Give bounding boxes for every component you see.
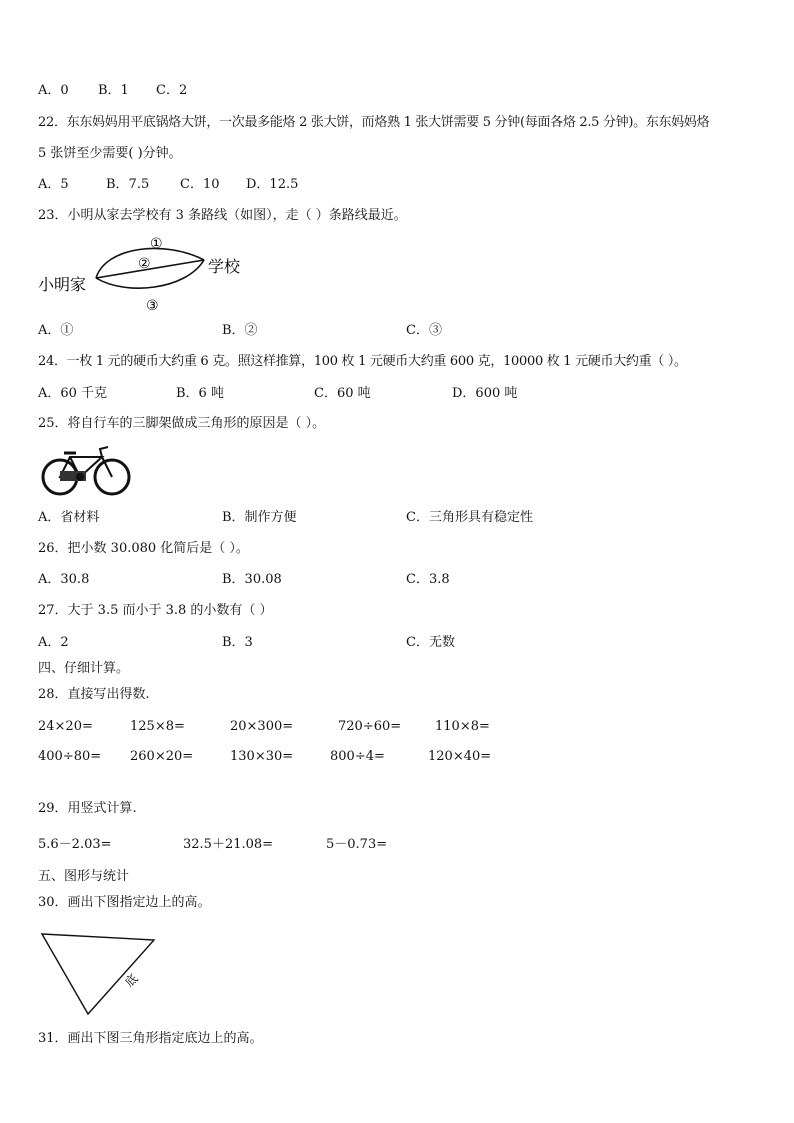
q21-option-b[interactable]: B．1 <box>98 83 129 98</box>
q22-option-b[interactable]: B．7.5 <box>106 177 150 192</box>
q27-option-a[interactable]: A．2 <box>38 635 69 650</box>
q22-question-line1: 22．东东妈妈用平底锅烙大饼，一次最多能烙 2 张大饼，而烙熟 1 张大饼需要 5 分钟(每面各烙 2.5 分钟)。东东妈妈烙 <box>38 115 710 130</box>
q27-question: 27．大于 3.5 而小于 3.8 的小数有（ ） <box>38 603 273 618</box>
q28-item: 130×30= <box>230 749 294 764</box>
q28-item: 720÷60= <box>338 719 402 734</box>
q28-item: 125×8= <box>130 719 185 734</box>
q21-option-c[interactable]: C．2 <box>156 83 188 98</box>
q24-question: 24．一枚 1 元的硬币大约重 6 克。照这样推算，100 枚 1 元硬币大约重 600 克，10000 枚 1 元硬币大约重（ ）。 <box>38 354 687 369</box>
q28-item: 260×20= <box>130 749 194 764</box>
q30-triangle-figure <box>38 928 162 1018</box>
base-label: 底 <box>122 971 141 990</box>
q28-question: 28．直接写出得数. <box>38 687 150 702</box>
q23-option-a[interactable]: A．① <box>38 323 74 338</box>
home-label: 小明家 <box>38 275 87 294</box>
bicycle-figure <box>40 443 132 499</box>
route-1-label: ① <box>150 236 163 252</box>
q24-option-a[interactable]: A．60 千克 <box>38 386 108 401</box>
route-2-label: ② <box>138 256 151 272</box>
q27-option-c[interactable]: C．无数 <box>406 635 455 650</box>
q29-item: 5－0.73= <box>326 837 388 852</box>
q21-option-a[interactable]: A．0 <box>38 83 69 98</box>
section-4-title: 四、仔细计算。 <box>38 661 130 676</box>
q22-option-d[interactable]: D．12.5 <box>246 177 299 192</box>
q25-option-a[interactable]: A．省材料 <box>38 510 100 525</box>
q28-item: 24×20= <box>38 719 93 734</box>
q28-item: 20×300= <box>230 719 294 734</box>
q24-option-c[interactable]: C．60 吨 <box>314 386 371 401</box>
q24-option-b[interactable]: B．6 吨 <box>176 386 224 401</box>
q26-question: 26．把小数 30.080 化简后是（ ）。 <box>38 541 249 556</box>
q26-option-c[interactable]: C．3.8 <box>406 572 450 587</box>
q22-option-c[interactable]: C．10 <box>180 177 220 192</box>
q22-option-a[interactable]: A．5 <box>38 177 69 192</box>
q28-item: 120×40= <box>428 749 492 764</box>
q23-route-figure <box>36 230 256 316</box>
q23-option-c[interactable]: C．③ <box>406 323 442 338</box>
route-3-label: ③ <box>146 298 159 314</box>
q29-item: 5.6－2.03= <box>38 837 112 852</box>
q25-option-c[interactable]: C．三角形具有稳定性 <box>406 510 533 525</box>
school-label: 学校 <box>208 257 241 276</box>
q24-option-d[interactable]: D．600 吨 <box>452 386 518 401</box>
q25-question: 25．将自行车的三脚架做成三角形的原因是（ ）。 <box>38 416 326 431</box>
q23-option-b[interactable]: B．② <box>222 323 258 338</box>
q29-question: 29．用竖式计算. <box>38 801 137 816</box>
q26-option-b[interactable]: B．30.08 <box>222 572 282 587</box>
q27-option-b[interactable]: B．3 <box>222 635 253 650</box>
q29-item: 32.5＋21.08= <box>183 837 274 852</box>
q30-question: 30．画出下图指定边上的高。 <box>38 895 211 910</box>
q28-item: 400÷80= <box>38 749 102 764</box>
q26-option-a[interactable]: A．30.8 <box>38 572 90 587</box>
q28-item: 110×8= <box>435 719 490 734</box>
section-5-title: 五、图形与统计 <box>38 869 130 884</box>
q28-item: 800÷4= <box>330 749 385 764</box>
q31-question: 31．画出下图三角形指定底边上的高。 <box>38 1031 263 1046</box>
q25-option-b[interactable]: B．制作方便 <box>222 510 297 525</box>
q22-question-line2: 5 张饼至少需要( )分钟。 <box>38 146 182 161</box>
q23-question: 23．小明从家去学校有 3 条路线（如图），走（ ）条路线最近。 <box>38 208 407 223</box>
